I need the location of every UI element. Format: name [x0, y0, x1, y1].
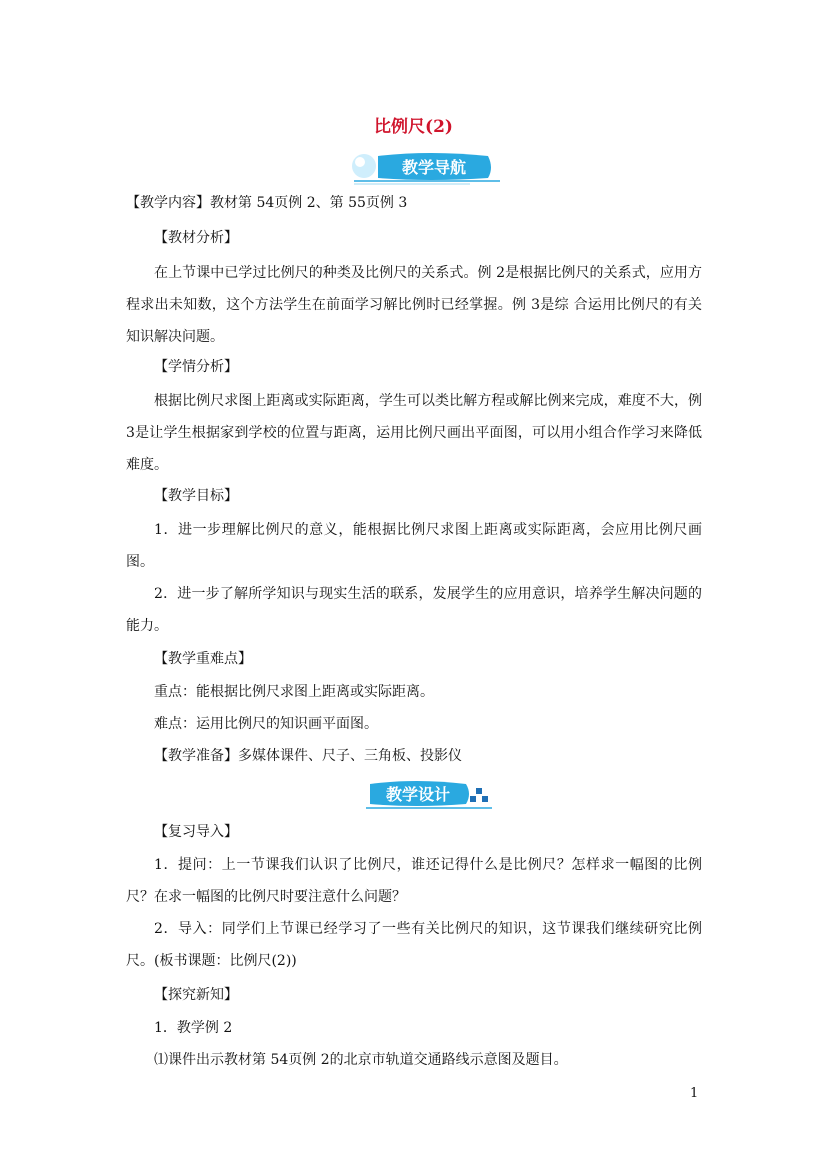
teaching-guide-banner-text: 教学导航: [401, 158, 467, 177]
example-heading: 1．教学例 2: [154, 1020, 233, 1036]
document-title: 比例尺(2): [374, 117, 453, 137]
student-analysis-paragraph: 根据比例尺求图上距离或实际距离，学生可以类比解方程或解比例来完成，难度不大，例 3是让学生根据家到学校的位置与距离，运用比例尺画出平面图，可以用小组合作学习来降低难度。: [126, 393, 702, 473]
teaching-design-banner-text: 教学设计: [385, 785, 451, 804]
teaching-goals-heading: 【教学目标】: [154, 488, 238, 504]
key-point: 重点：能根据比例尺求图上距离或实际距离。: [154, 684, 434, 700]
textbook-analysis-heading: 【教材分析】: [154, 230, 238, 246]
textbook-analysis-paragraph: 在上节课中已学过比例尺的种类及比例尺的关系式。例 2是根据比例尺的关系式，应用方程求出未知数，这个方法学生在前面学习解比例时已经掌握。例 3是综 合运用比例尺的有关知识解决问题。: [126, 265, 702, 345]
difficult-point: 难点：运用比例尺的知识画平面图。: [154, 716, 378, 732]
teaching-goal-2: 2．进一步了解所学知识与现实生活的联系，发展学生的应用意识，培养学生解决问题的能力。: [126, 586, 702, 634]
review-heading: 【复习导入】: [154, 824, 238, 840]
review-item-2: 2．导入：同学们上节课已经学习了一些有关比例尺的知识，这节课我们继续研究比例尺。(板书课题：比例尺(2)): [126, 921, 702, 969]
teaching-preparation: 【教学准备】多媒体课件、尺子、三角板、投影仪: [154, 748, 462, 764]
teaching-design-banner: [366, 778, 496, 814]
key-points-heading: 【教学重难点】: [154, 651, 252, 667]
page-number: 1: [690, 1086, 699, 1101]
review-item-1: 1．提问：上一节课我们认识了比例尺，谁还记得什么是比例尺？怎样求一幅图的比例尺？在求一幅图的比例尺时要注意什么问题？: [126, 857, 702, 905]
teaching-guide-banner: [350, 148, 500, 188]
teaching-goal-1: 1．进一步理解比例尺的意义，能根据比例尺求图上距离或实际距离，会应用比例尺画图。: [126, 522, 702, 570]
example-step-1: ⑴课件出示教材第 54页例 2的北京市轨道交通路线示意图及题目。: [154, 1052, 568, 1068]
explore-heading: 【探究新知】: [154, 987, 238, 1003]
teaching-content: 【教学内容】教材第 54页例 2、第 55页例 3: [126, 195, 408, 211]
student-analysis-heading: 【学情分析】: [154, 359, 238, 375]
